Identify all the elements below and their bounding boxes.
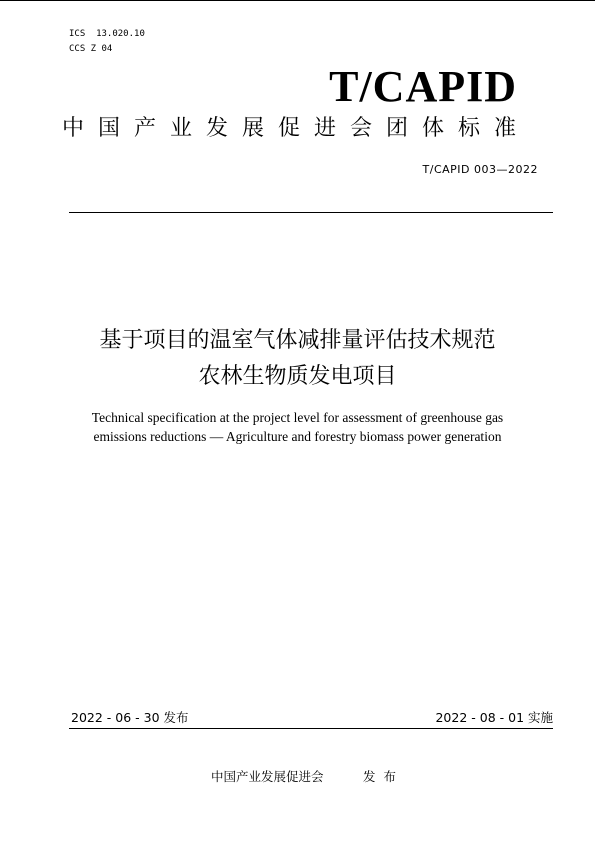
publisher-name: 中国产业发展促进会 [211, 769, 324, 784]
issue-date: 2022 - 06 - 30 发布 [71, 710, 189, 725]
footer-divider [69, 728, 553, 729]
standard-code: T/CAPID 003—2022 [422, 163, 538, 176]
ics-code: ICS 13.020.10 [69, 29, 145, 39]
title-cn-line-2: 农林生物质发电项目 [198, 364, 397, 389]
publish-label: 发布 [363, 769, 405, 784]
implementation-date: 2022 - 08 - 01 实施 [435, 710, 553, 725]
title-en-line-2: emissions reductions — Agriculture and forestry biomass power generation [93, 429, 502, 444]
page-top-border [0, 0, 595, 1]
org-standard-name: 中国产业发展促进会团体标准 [62, 116, 531, 141]
standard-logo: T/CAPID [329, 62, 517, 111]
header-divider [69, 212, 553, 213]
ccs-code: CCS Z 04 [69, 44, 113, 54]
title-en-line-1: Technical specification at the project level for assessment of greenhouse gas [91, 410, 504, 425]
title-cn-line-1: 基于项目的温室气体减排量评估技术规范 [99, 328, 496, 353]
